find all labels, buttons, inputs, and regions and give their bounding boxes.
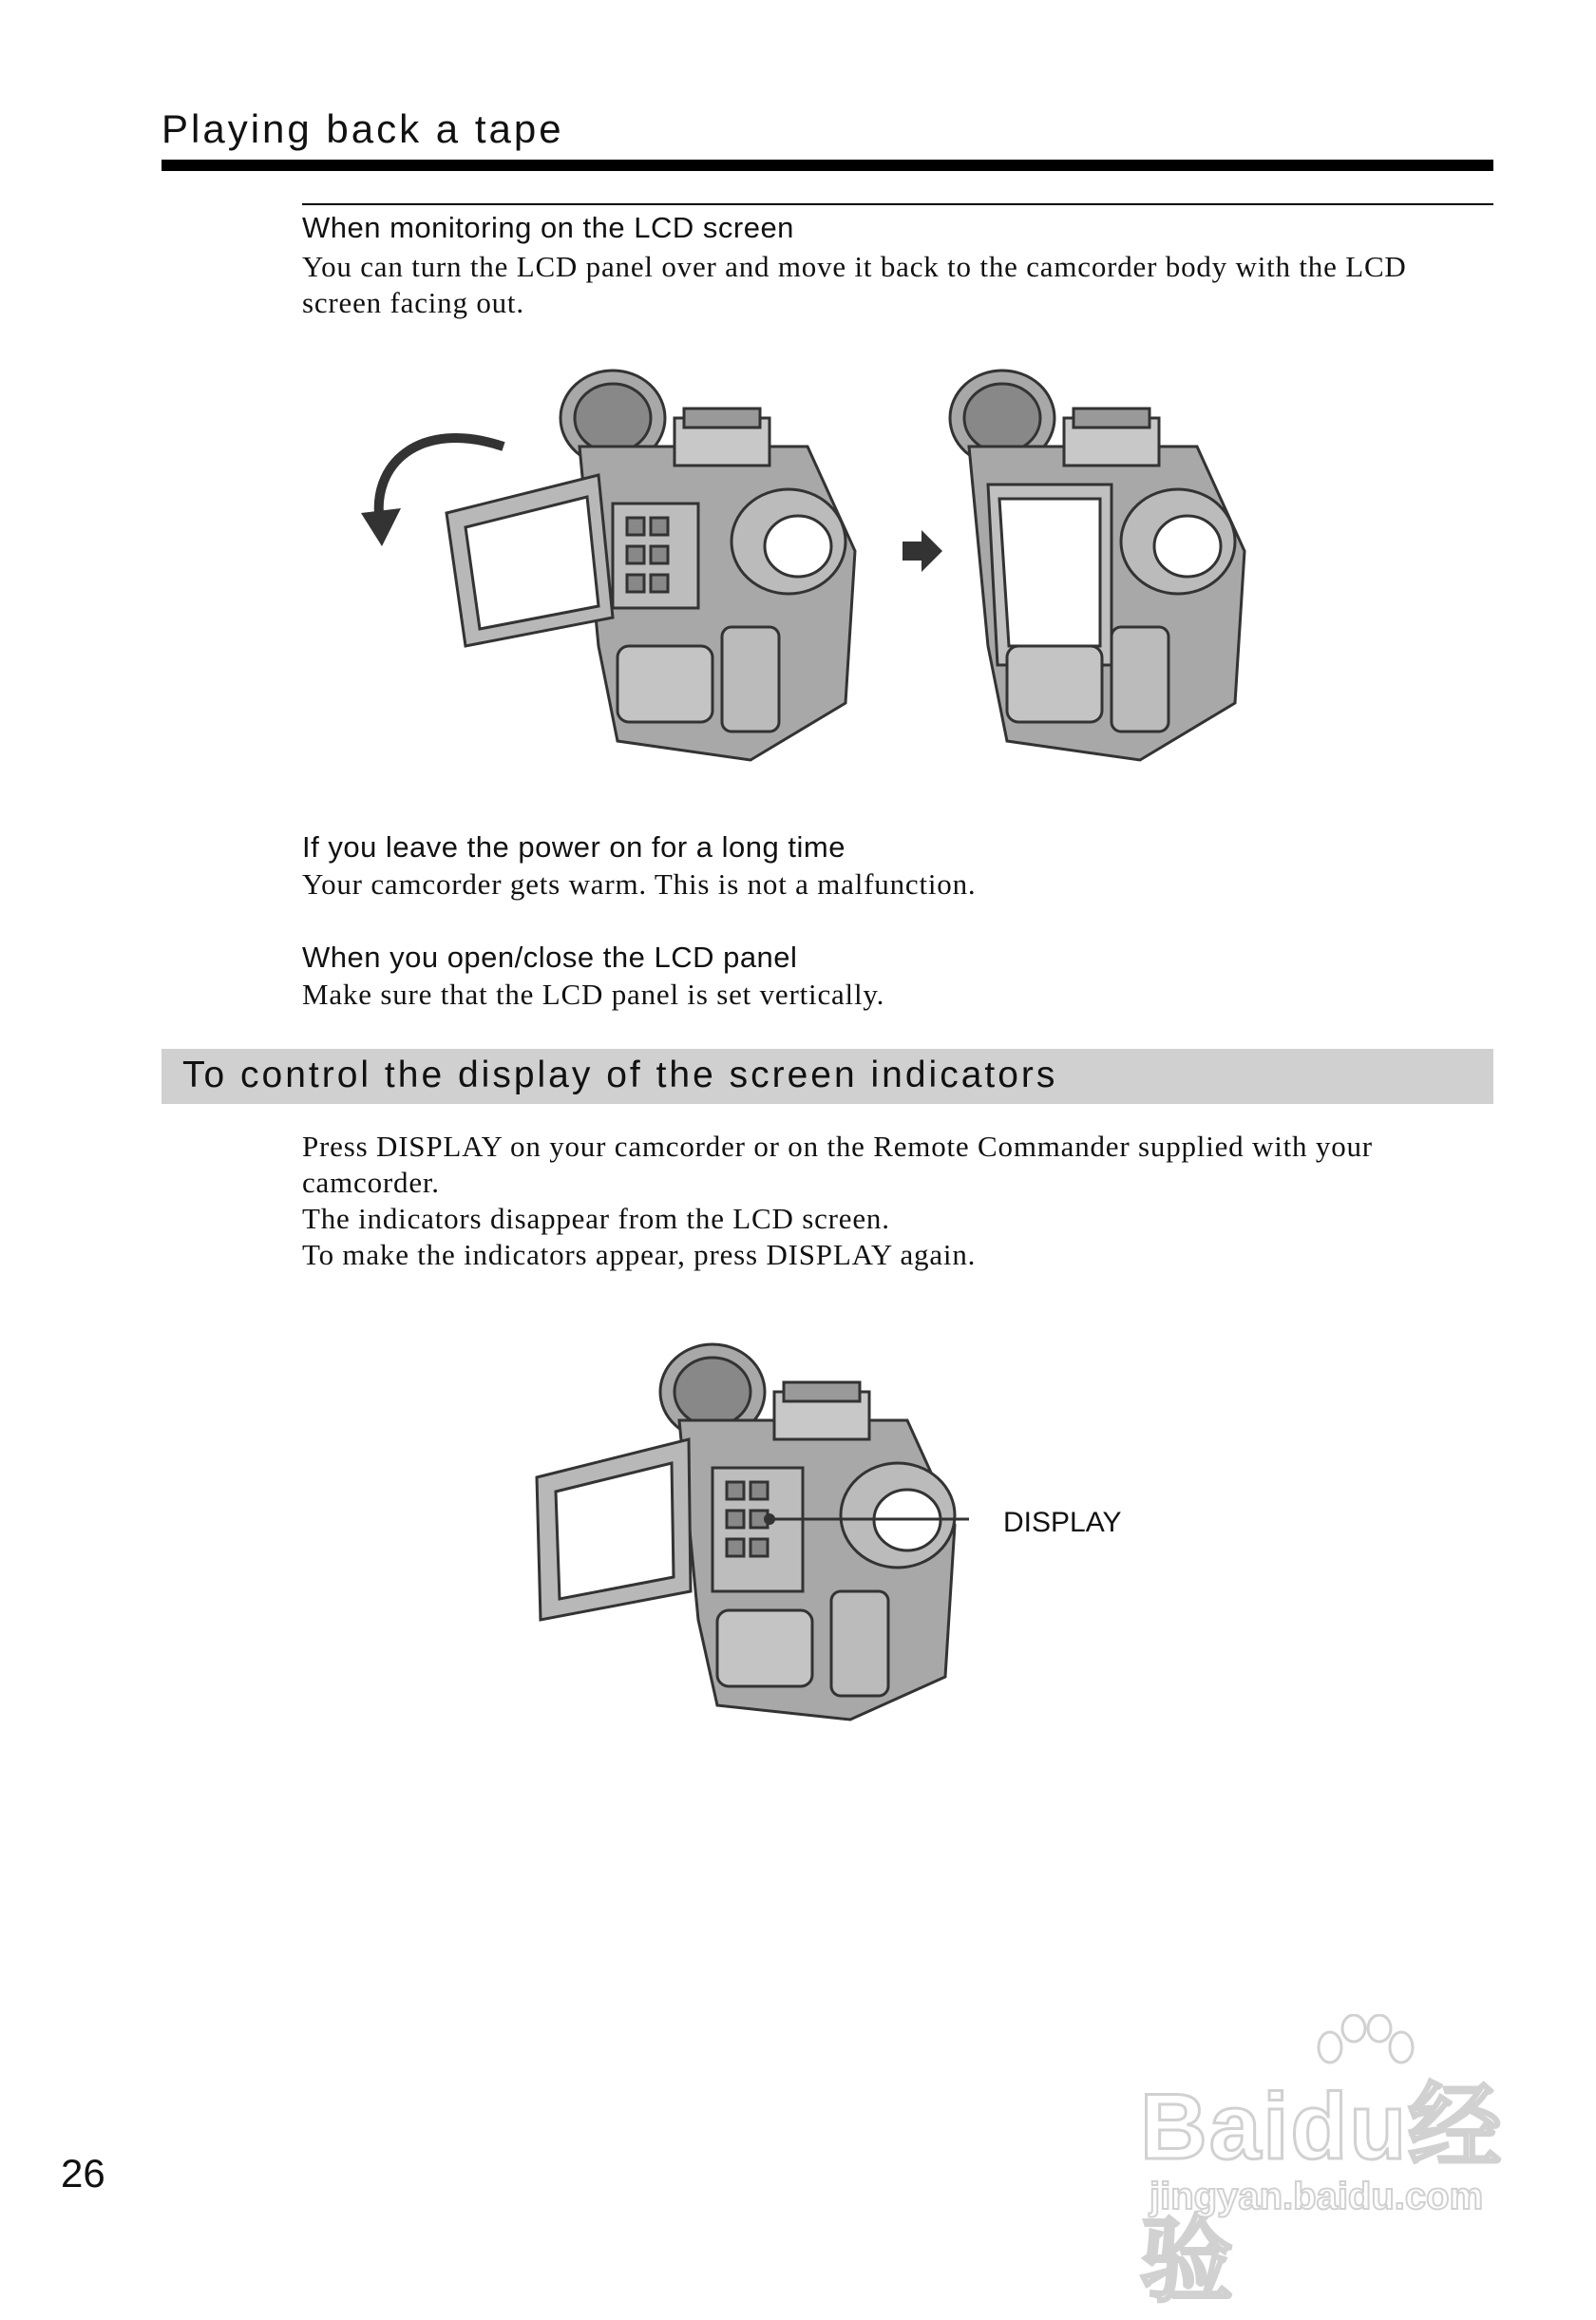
- lcd-panel-open: [537, 1439, 691, 1620]
- section-title: To control the display of the screen indicators: [182, 1055, 1058, 1095]
- watermark: [1130, 2014, 1530, 2312]
- power-on-heading: If you leave the power on for a long time: [302, 830, 846, 864]
- camcorder-display: [660, 1344, 955, 1720]
- page-header-title: Playing back a tape: [162, 106, 564, 151]
- camcorder-panel-closed: [950, 371, 1244, 760]
- power-on-text: Your camcorder gets warm. This is not a malfunction.: [302, 867, 977, 901]
- lcd-panel-open: [446, 475, 613, 646]
- lcd-rotation-illustration: [361, 361, 1282, 779]
- header-rule: [162, 160, 1493, 171]
- indicators-line-3: To make the indicators appear, press DISPLAY again.: [302, 1238, 977, 1271]
- lcd-monitoring-heading: When monitoring on the LCD screen: [302, 211, 794, 244]
- right-arrow-icon: [902, 530, 942, 572]
- display-callout-label: DISPLAY: [1003, 1507, 1122, 1538]
- open-close-heading: When you open/close the LCD panel: [302, 941, 798, 974]
- watermark-brand: Baidu经验: [1140, 2074, 1504, 2312]
- page-number: 26: [61, 2151, 105, 2196]
- watermark-url: jingyan.baidu.com: [1150, 2176, 1484, 2217]
- indicators-line-1: Press DISPLAY on your camcorder or on the Remote Commander supplied with your camcorder.: [302, 1130, 1373, 1199]
- open-close-text: Make sure that the LCD panel is set vertically.: [302, 978, 885, 1011]
- display-button-illustration: [527, 1335, 1021, 1724]
- section-header-bar: [162, 1049, 1493, 1104]
- indicators-line-2: The indicators disappear from the LCD screen.: [302, 1202, 890, 1235]
- lcd-monitoring-text: You can turn the LCD panel over and move it back to the camcorder body with the LCD screen facing out.: [302, 250, 1407, 319]
- subsection-rule: [302, 203, 1493, 205]
